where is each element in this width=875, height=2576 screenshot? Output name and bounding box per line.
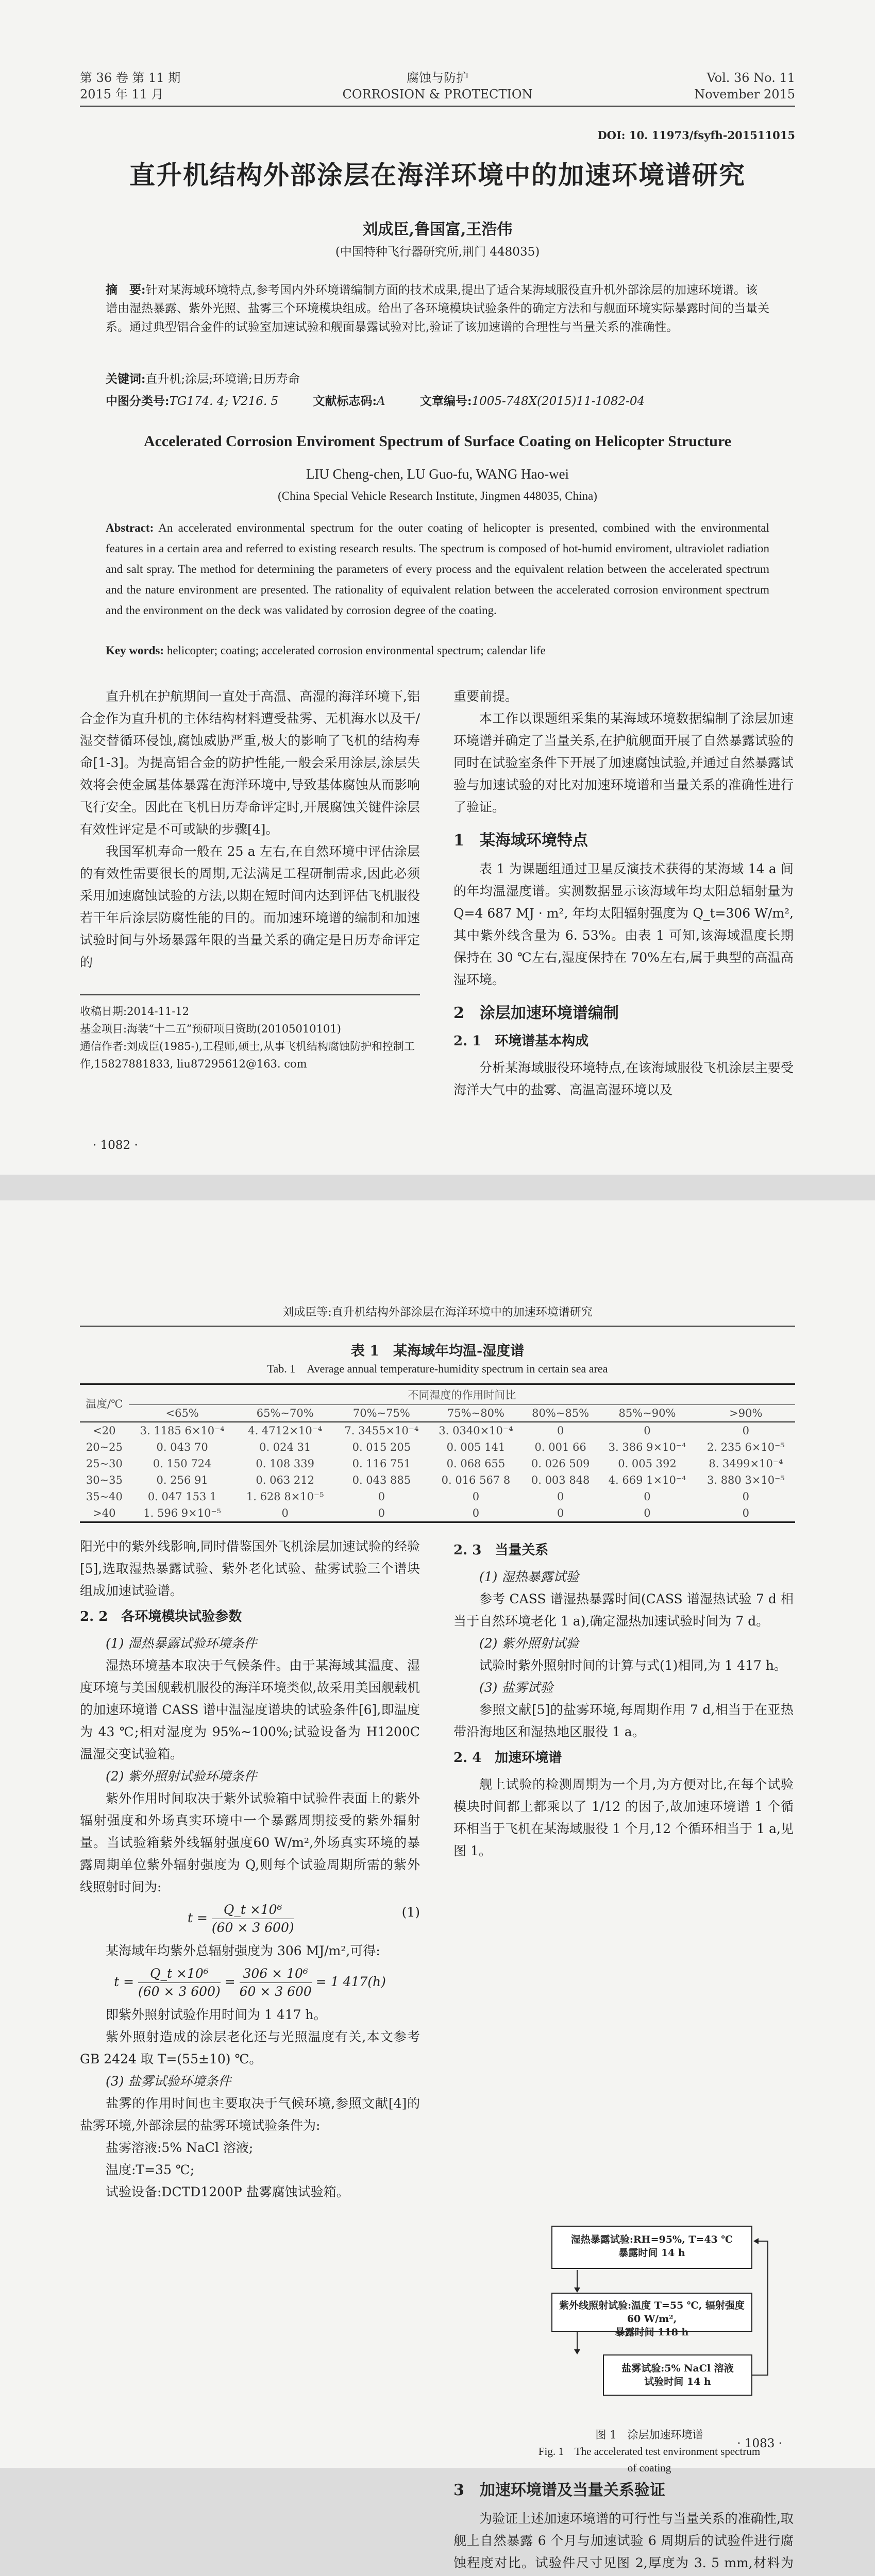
table-cell: 0	[334, 1505, 429, 1522]
table-cell: 0	[236, 1505, 334, 1522]
abstract-en	[106, 518, 769, 621]
table-col-header: 65%~70%	[236, 1405, 334, 1422]
arrow-head-1	[574, 2287, 580, 2293]
box2-line1: 紫外线照射试验:温度 T=55 ℃, 辐射强度 60 W/m²,	[559, 2300, 745, 2325]
table-cell: 3. 1185 6×10⁻⁴	[140, 1425, 225, 1437]
paragraph: 重要前提。	[453, 689, 518, 704]
table-col-header: 85%~90%	[598, 1405, 696, 1422]
table-cell: 4. 4712×10⁻⁴	[248, 1425, 323, 1437]
row-temp-range: 30~35	[86, 1474, 123, 1486]
affiliation: (中国特种飞行器研究所,荆门 448035)	[335, 245, 540, 259]
paragraph: 紫外作用时间取决于紫外试验箱中试验件表面上的紫外辐射强度和外场真实环境中一个暴露周期接受的紫外辐射量。当试验箱紫外线辐射强度60 W/m²,外场真实环境的暴露周期单位紫外辐射强度为 Q,则每个试验周期所需的紫外线照射时间为:	[80, 1791, 420, 1894]
running-header: 刘成臣等:直升机结构外部涂层在海洋环境中的加速环境谱研究	[80, 1303, 795, 1327]
table-cell: 0. 003 848	[531, 1474, 590, 1486]
journal-header	[80, 70, 795, 107]
eq2-equals: =	[224, 1974, 235, 1989]
paragraph: 某海域年均紫外总辐射强度为 306 MJ/m²,可得:	[106, 1943, 380, 1958]
keywords-text: 直升机;涂层;环境谱;日历寿命	[145, 372, 300, 386]
table-group-header: 不同湿度的作用时间比	[129, 1384, 795, 1405]
keywords-en-text: helicopter; coating; accelerated corrosion environmental spectrum; calendar life	[166, 644, 546, 657]
table-cell: 0. 005 141	[446, 1441, 506, 1453]
table-cell: 3. 880 3×10⁻⁵	[706, 1474, 785, 1486]
table-cell: 0	[742, 1490, 749, 1503]
box3-line2: 试验时间 14 h	[644, 2376, 711, 2387]
equation-1	[80, 1901, 420, 1937]
eq2-numerator-2: 306 × 10⁶	[240, 1965, 312, 1983]
table-cell: 0. 015 205	[352, 1441, 411, 1453]
box3-line1: 盐雾试验:5% NaCl 溶液	[621, 2363, 734, 2374]
table-cell: 0	[429, 1505, 523, 1522]
paragraph: 阳光中的紫外线影响,同时借鉴国外飞机涂层加速试验的经验[5],选取湿热暴露试验、紫外老化试验、盐雾试验三个谱块组成加速试验谱。	[80, 1539, 420, 1598]
eq1-fraction	[212, 1901, 294, 1937]
authors-en: LIU Cheng-chen, LU Guo-fu, WANG Hao-wei	[306, 466, 569, 482]
doi[interactable]: DOI: 10. 11973/fsyfh-201511015	[597, 129, 795, 142]
eq2-numerator: Q_t ×10⁶	[138, 1965, 221, 1983]
table-cell: 0	[378, 1490, 385, 1503]
section-2-2-heading: 2. 2 各环境模块试验参数	[80, 1609, 242, 1624]
row-temp-range: 25~30	[86, 1458, 123, 1470]
caption-en-2: of coating	[627, 2462, 671, 2474]
table-col-header: 80%~85%	[523, 1405, 598, 1422]
table-cell: 0. 063 212	[256, 1474, 314, 1486]
header-journal	[80, 70, 795, 103]
table-row	[80, 1422, 795, 1439]
left-column-p1	[80, 685, 420, 973]
paragraph: 表 1 为课题组通过卫星反演技术获得的某海域 14 a 间的年均温湿度谱。实测数据显示该海域年均太阳总辐射量为 Q=4 687 MJ · m², 年均太阳辐射强度为 Q_t=306 W/m², 其中紫外线含量为 6. 53%。由表 1 可知,该海域温度长期保持在 30 ℃左右,湿度保持在 70%左右,属于典型的高温高湿环境。	[453, 861, 794, 987]
right-column-p1	[453, 685, 794, 1101]
classification-row	[106, 392, 676, 409]
received-date: 收稿日期:2014-11-12	[80, 1005, 190, 1018]
row-temp-range: 35~40	[86, 1490, 123, 1503]
journal-name-en: CORROSION & PROTECTION	[342, 87, 533, 101]
eq1-number: (1)	[401, 1905, 420, 1920]
keywords-cn	[106, 370, 769, 388]
humid-heat-box	[551, 2226, 752, 2269]
table-cell: 0	[598, 1505, 696, 1522]
equation-2	[80, 1965, 420, 2001]
table-cell: 0	[742, 1425, 749, 1437]
table-cell: 0	[523, 1505, 598, 1522]
section-1-heading: 1 某海域环境特点	[453, 832, 588, 850]
abstract-en-text: An accelerated environmental spectrum for the outer coating of helicopter is presented, combined with the environmental features in a certain area and referred to existing research results. The spectrum is composed of hot-humid enviroment, ultraviolet radiation and salt spray. The method for determining the parameters of every process and the equivalent relation between the accelerated spectrum and the nature environment are presented. The rationality of equivalent relation between the accelerated corrosion environment spectrum and the environment on the deck was validated by corrosion degree of the coating.	[106, 521, 769, 617]
left-column-p2	[80, 1535, 420, 2203]
table-col-header: 70%~75%	[334, 1405, 429, 1422]
table-col-header: >90%	[697, 1405, 795, 1422]
table-cell: 4. 669 1×10⁻⁴	[608, 1474, 686, 1486]
paragraph: 试验时紫外照射时间的计算与式(1)相同,为 1 417 h。	[479, 1658, 787, 1673]
eq1-lhs: t =	[187, 1910, 208, 1925]
page-1083	[0, 1200, 875, 2570]
paragraph: 直升机在护航期间一直处于高温、高湿的海洋环境下,铝合金作为直升机的主体结构材料遭受盐雾、无机海水以及干/湿交替循环侵蚀,腐蚀威胁严重,极大的影响了飞机的结构寿命[1-3]。为提高铝合金的防护性能,一般会采用涂层,涂层失效将会使金属基体暴露在海洋环境中,导致基体腐蚀从而影响飞行安全。因此在飞机日历寿命评定时,开展腐蚀关键件涂层有效性评定是不可或缺的步骤[4]。	[80, 689, 420, 837]
table-cell: 0	[557, 1425, 564, 1437]
table-cell: 8. 3499×10⁻⁴	[709, 1458, 783, 1470]
paragraph: 盐雾溶液:5% NaCl 溶液;	[106, 2140, 254, 2155]
table-row	[80, 1472, 795, 1488]
paragraph: 为验证上述加速环境谱的可行性与当量关系的准确性,取舰上自然暴露 6 个月与加速试验 6 周期后的试验件进行腐蚀程度对比。试验件尺寸见图 2,厚度为 3. 5 mm,材料为	[453, 2511, 794, 2570]
table-col-header: 75%~80%	[429, 1405, 523, 1422]
row-temp-range: <20	[93, 1425, 116, 1437]
uv-box	[551, 2293, 752, 2338]
loop-arrow-line	[752, 2241, 768, 2375]
volume-en: Vol. 36 No. 11	[706, 71, 795, 85]
corresponding-author: 通信作者:刘成臣(1985-),工程师,硕士,从事飞机结构腐蚀防护和控制工作,15827881833, liu87295612@163. com	[80, 1040, 415, 1070]
table-cell: 0	[644, 1425, 651, 1437]
page-number: · 1083 ·	[737, 2437, 782, 2450]
table-cell: 0. 026 509	[531, 1458, 590, 1470]
paragraph: 参考 CASS 谱湿热暴露时间(CASS 谱湿热试验 7 d 相当于自然环境老化 1 a),确定湿热加速试验时间为 7 d。	[453, 1591, 794, 1629]
table-cell: 0. 043 70	[156, 1441, 208, 1453]
row-temp-range: >40	[80, 1505, 129, 1522]
subsection-heading: (3) 盐雾试验环境条件	[106, 2074, 231, 2089]
table-corner: 温度/℃	[80, 1384, 129, 1422]
eq2-denominator: (60 × 3 600)	[138, 1984, 221, 1999]
table-cell: 1. 628 8×10⁻⁵	[246, 1490, 324, 1503]
fund-info: 基金项目:海装“十二五”预研项目资助(20105010101)	[80, 1023, 341, 1035]
arrow-head-2	[574, 2349, 580, 2354]
eq2-fraction-b	[240, 1965, 312, 2001]
eq2-lhs: t =	[114, 1974, 134, 1989]
box2-line2: 暴露时间 118 h	[615, 2327, 689, 2338]
footnote	[80, 994, 420, 1073]
table-cell: 3. 0340×10⁻⁴	[439, 1425, 513, 1437]
salt-spray-box	[603, 2354, 752, 2396]
table-title: 表 1 某海域年均温-湿度谱	[350, 1343, 525, 1359]
authors: 刘成臣,鲁国富,王浩伟	[362, 221, 513, 239]
header-vol-en	[694, 70, 795, 103]
subsection-heading: (3) 盐雾试验	[479, 1680, 553, 1695]
paragraph: 试验设备:DCTD1200P 盐雾腐蚀试验箱。	[106, 2184, 349, 2199]
table-row	[80, 1455, 795, 1472]
paragraph: 温度:T=35 ℃;	[106, 2162, 195, 2177]
keywords-en	[106, 644, 769, 657]
table-cell: 0. 116 751	[352, 1458, 411, 1470]
eq2-denominator-2: 60 × 3 600	[239, 1984, 312, 1999]
page-1082	[0, 0, 875, 1175]
keywords-label: 关键词:	[106, 372, 146, 386]
paragraph: 紫外照射造成的涂层老化还与光照温度有关,本文参考 GB 2424 取 T=(55±10) ℃。	[80, 2029, 420, 2066]
paragraph: 盐雾的作用时间也主要取决于气候环境,参照文献[4]的盐雾环境,外部涂层的盐雾环境试验条件为:	[80, 2096, 420, 2133]
table-cell: 0. 256 91	[156, 1474, 208, 1486]
subsection-heading: (2) 紫外照射试验	[479, 1636, 579, 1651]
abstract-label: 摘 要:	[106, 283, 146, 297]
journal-name-cn: 腐蚀与防护	[407, 71, 468, 85]
table-cell: 0. 001 66	[534, 1441, 586, 1453]
temp-humidity-table	[80, 1383, 795, 1523]
table-cell: 7. 3455×10⁻⁴	[344, 1425, 419, 1437]
right-column-p2	[453, 1535, 794, 1862]
table-row	[80, 1439, 795, 1455]
abstract-en-label: Abstract:	[106, 521, 154, 534]
table-cell: 3. 386 9×10⁻⁴	[608, 1441, 686, 1453]
section-2-4-heading: 2. 4 加速环境谱	[453, 1750, 562, 1766]
paragraph: 本工作以课题组采集的某海域环境数据编制了涂层加速环境谱并确定了当量关系,在护航舰面开展了自然暴露试验的同时在试验室条件下开展了加速腐蚀试验,并通过自然暴露试验与加速试验的对比对加速环境谱和当量关系的准确性进行了验证。	[453, 711, 794, 815]
paragraph: 分析某海域服役环境特点,在该海域服役飞机涂层主要受海洋大气中的盐雾、高温高湿环境以及	[453, 1060, 794, 1097]
eq2-fraction-a	[138, 1965, 221, 2001]
section-2-1-heading: 2. 1 环境谱基本构成	[453, 1033, 589, 1049]
eq2-result: = 1 417(h)	[315, 1974, 386, 1989]
table-cell: 0. 005 392	[618, 1458, 677, 1470]
table-cell: 0	[697, 1505, 795, 1522]
eq1-numerator: Q_t ×10⁶	[212, 1901, 294, 1919]
paragraph: 参照文献[5]的盐雾环境,每周期作用 7 d,相当于在亚热带沿海地区和湿热地区服役 1 a。	[453, 1702, 794, 1739]
article-id-value: 1005-748X(2015)11-1082-04	[472, 395, 645, 408]
section-2-heading: 2 涂层加速环境谱编制	[453, 1004, 619, 1022]
figure-1-flowchart	[546, 2221, 773, 2416]
table-cell: 0. 108 339	[256, 1458, 314, 1470]
table-cell: 0	[644, 1490, 651, 1503]
table-cell: 0. 043 885	[352, 1474, 411, 1486]
table-cell: 0. 068 655	[446, 1458, 506, 1470]
caption-cn: 图 1 涂层加速环境谱	[595, 2429, 703, 2441]
table-cell: 1. 596 9×10⁻⁵	[129, 1505, 236, 1522]
subsection-heading: (2) 紫外照射试验环境条件	[106, 1769, 257, 1784]
issue-date: 2015 年 11 月	[80, 87, 164, 101]
volume-issue: 第 36 卷 第 11 期	[80, 71, 181, 85]
section-3-heading: 3 加速环境谱及当量关系验证	[453, 2481, 665, 2499]
date-en: November 2015	[694, 87, 795, 101]
table-col-header: <65%	[129, 1405, 236, 1422]
paragraph: 舰上试验的检测周期为一个月,为方便对比,在每个试验模块时间都上都乘以了 1/12 的因子,故加速环境谱 1 个循环相当于飞机在某海域服役 1 个月,12 个循环相当于 1 a,见图 1。	[453, 1777, 794, 1858]
table-cell: 0	[557, 1490, 564, 1503]
subsection-heading: (1) 湿热暴露试验	[479, 1569, 579, 1584]
table-cell: 0	[472, 1490, 480, 1503]
caption-en-1: Fig. 1 The accelerated test environment spectrum	[538, 2445, 761, 2458]
paragraph: 湿热环境基本取决于气候条件。由于某海域其温度、湿度环境与美国舰载机服役的海洋环境类似,故采用美国舰载机的加速环境谱 CASS 谱中温湿度谱块的试验条件[6],即温度为 43 ℃;相对湿度为 95%~100%;试验设备为 H1200C 温湿交变试验箱。	[80, 1658, 420, 1761]
loop-arrow-head	[753, 2238, 759, 2244]
abstract-cn	[106, 281, 769, 336]
paragraph: 我国军机寿命一般在 25 a 左右,在自然环境中评估涂层的有效性需要很长的周期,无法满足工程研制需求,因此必须采用加速腐蚀试验的方法,以期在短时间内达到评估飞机服役若干年后涂层防腐性能的目的。而加速环境谱的编制和加速试验时间与外场暴露年限的当量关系的确定是日历寿命评定的	[80, 844, 420, 970]
page-number: · 1082 ·	[93, 1139, 138, 1152]
clc-label: 中图分类号:	[106, 394, 170, 408]
table-cell: 0. 047 153 1	[147, 1490, 217, 1503]
paragraph: 即紫外照射试验作用时间为 1 417 h。	[106, 2007, 327, 2022]
table-cell: 0. 150 724	[153, 1458, 212, 1470]
doc-code-label: 文献标志码:	[313, 394, 377, 408]
subsection-heading: (1) 湿热暴露试验环境条件	[106, 1636, 257, 1651]
title-en: Accelerated Corrosion Enviroment Spectrum of Surface Coating on Helicopter Structure	[143, 433, 732, 450]
table-cell: 0. 024 31	[259, 1441, 311, 1453]
section-2-3-heading: 2. 3 当量关系	[453, 1543, 549, 1558]
row-temp-range: 20~25	[86, 1441, 123, 1453]
keywords-en-label: Key words:	[106, 644, 164, 657]
box1-line2: 暴露时间 14 h	[618, 2247, 685, 2259]
article-id-label: 文章编号:	[419, 394, 472, 408]
abstract-text: 针对某海域环境特点,参考国内外环境谱编制方面的技术成果,提出了适合某海域服役直升机外部涂层的加速环境谱。该谱由湿热暴露、紫外光照、盐雾三个环境模块组成。给出了各环境模块试验条件的确定方法和与舰面环境实际暴露时间的当量关系。通过典型铝合金件的试验室加速试验和舰面暴露试验对比,验证了该加速谱的合理性与当量关系的准确性。	[106, 283, 769, 334]
doc-code-value: A	[377, 395, 385, 408]
box1-line1: 湿热暴露试验:RH=95%, T=43 ℃	[570, 2234, 733, 2245]
paper-title: 直升机结构外部涂层在海洋环境中的加速环境谱研究	[129, 160, 746, 190]
table-cell: 2. 235 6×10⁻⁵	[706, 1441, 785, 1453]
eq1-denominator: (60 × 3 600)	[211, 1920, 294, 1935]
clc-value: TG174. 4; V216. 5	[169, 395, 279, 408]
table-row	[80, 1505, 795, 1522]
table-cell: 0. 016 567 8	[441, 1474, 511, 1486]
table-subtitle: Tab. 1 Average annual temperature-humidity spectrum in certain sea area	[267, 1362, 608, 1375]
affiliation-en: (China Special Vehicle Research Institute, Jingmen 448035, China)	[278, 489, 597, 502]
table-row	[80, 1488, 795, 1505]
right-column-p2-bottom	[453, 2468, 794, 2576]
